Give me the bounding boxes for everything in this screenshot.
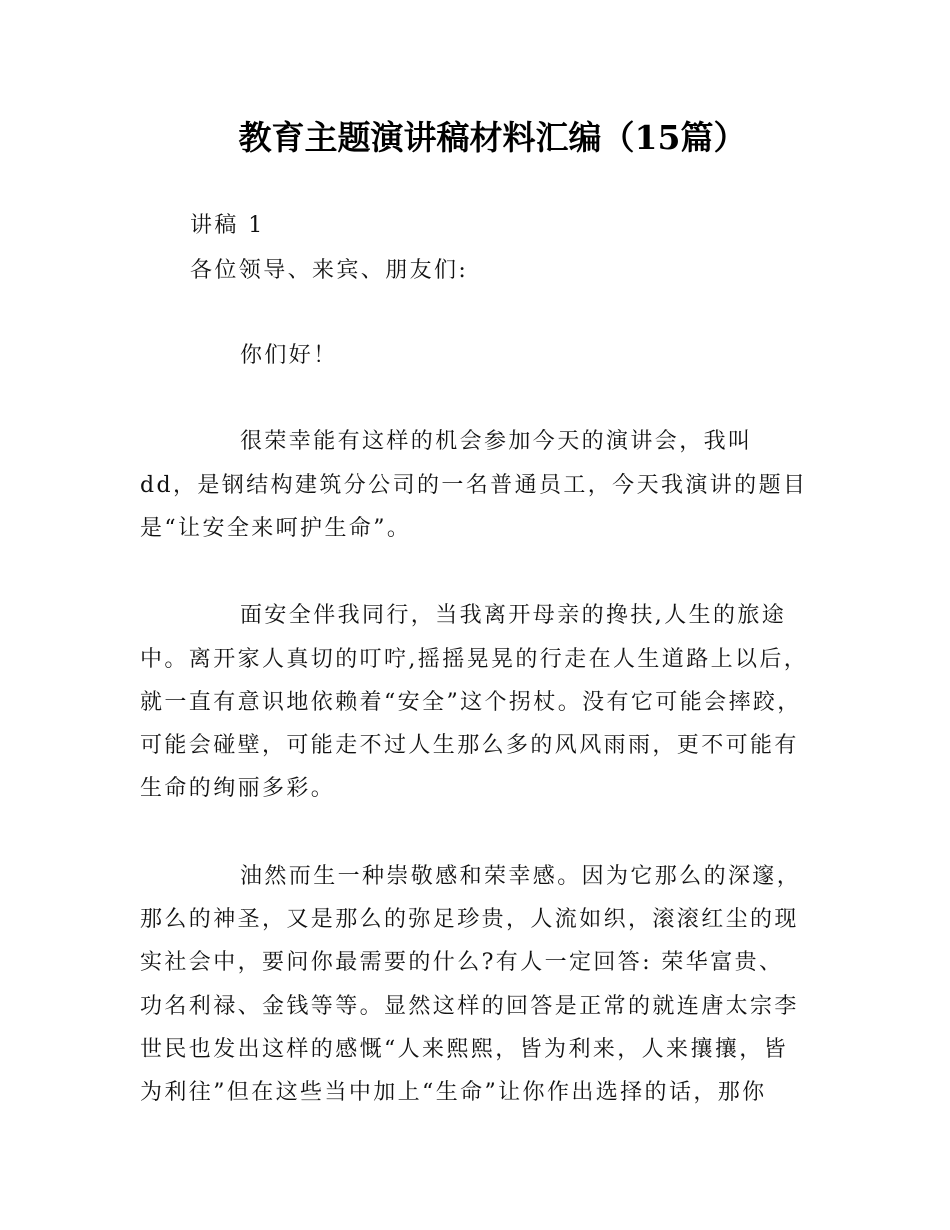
greeting: 你们好！ (240, 343, 338, 368)
document-title: 教育主题演讲稿材料汇编（15篇） (238, 118, 747, 157)
paragraph-1-line-3: 是“让安全来呵护生命”。 (140, 516, 412, 541)
paragraph-3-line-1: 油然而生一种崇敬感和荣幸感。因为它那么的深邃， (240, 864, 802, 889)
paragraph-3-line-4: 功名利禄、金钱等等。显然这样的回答是正常的就连唐太宗李 (140, 994, 799, 1019)
paragraph-1-line-1: 很荣幸能有这样的机会参加今天的演讲会，我叫 (240, 429, 753, 454)
paragraph-2-line-2: 中。离开家人真切的叮咛,摇摇晃晃的行走在人生道路上以后， (140, 647, 809, 672)
paragraph-3-line-6: 为利往”但在这些当中加上“生命”让你作出选择的话，那你 (140, 1080, 767, 1105)
salutation: 各位领导、来宾、朋友们: (190, 258, 469, 283)
paragraph-2-line-3: 就一直有意识地依赖着“安全”这个拐杖。没有它可能会摔跤， (140, 690, 802, 715)
paragraph-3-line-3: 实社会中，要问你最需要的什么?有人一定回答: 荣华富贵、 (140, 950, 784, 975)
paragraph-1-line-2: dd，是钢结构建筑分公司的一名普通员工，今天我演讲的题目 (140, 473, 808, 498)
paragraph-2-line-1: 面安全伴我同行，当我离开母亲的搀扶,人生的旅途 (240, 603, 787, 628)
paragraph-2-line-5: 生命的绚丽多彩。 (140, 776, 336, 801)
paragraph-3-line-2: 那么的神圣，又是那么的弥足珍贵，人流如织，滚滚红尘的现 (140, 907, 799, 932)
speech-heading: 讲稿 1 (190, 213, 265, 238)
paragraph-2-line-4: 可能会碰壁，可能走不过人生那么多的风风雨雨，更不可能有 (140, 733, 799, 758)
paragraph-3-line-5: 世民也发出这样的感慨“人来熙熙，皆为利来，人来攘攘，皆 (140, 1037, 789, 1062)
